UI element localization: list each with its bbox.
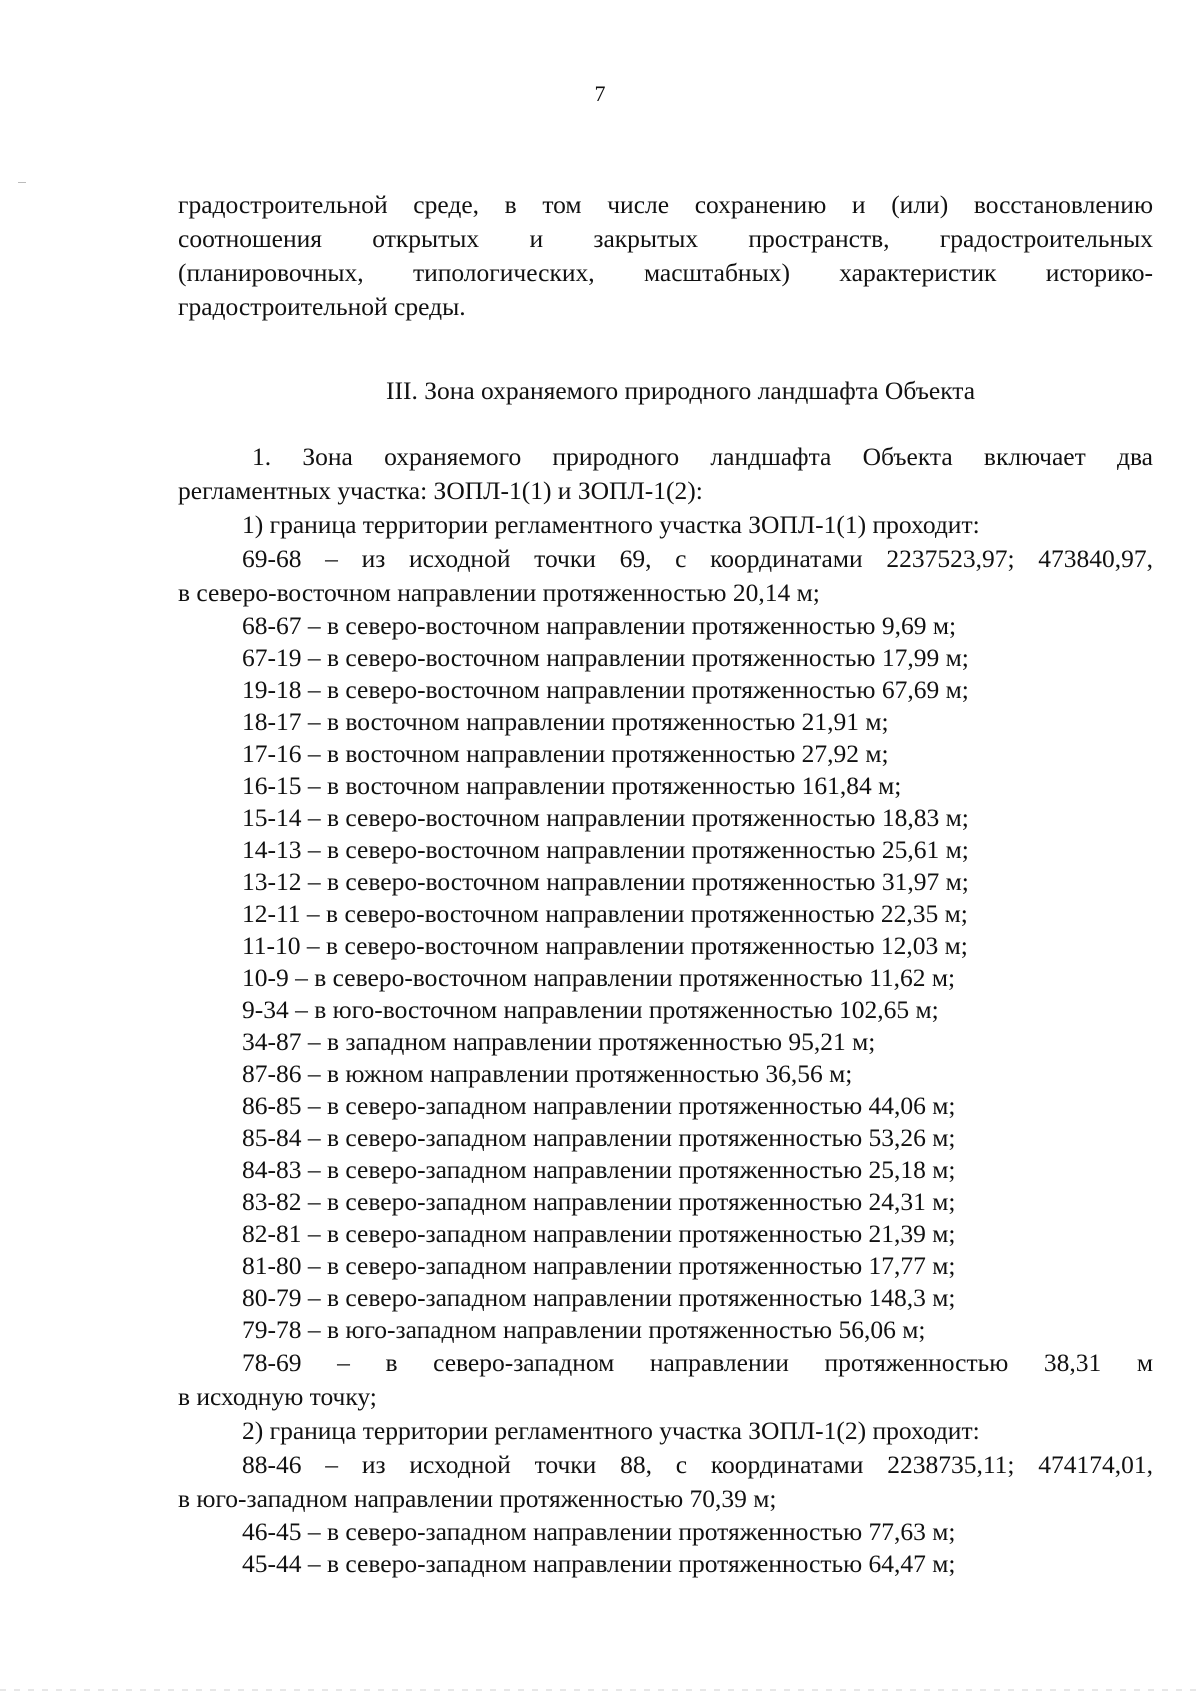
intro-line: градостроительной среды. bbox=[178, 292, 466, 321]
part-1-title: 1) граница территории регламентного участка ЗОПЛ-1(1) проходит: bbox=[242, 510, 980, 539]
part-1-segment-list bbox=[178, 610, 1153, 1346]
segment-item: 67-19 – в северо-восточном направлении протяженностью 17,99 м; bbox=[242, 643, 969, 672]
part-1-first-segment-line-1: 69-68 – из исходной точки 69, с координатами 2237523,97; 473840,97, bbox=[242, 544, 1153, 573]
part-1-last-segment-line-2: в исходную точку; bbox=[178, 1382, 377, 1411]
segment-item: 68-67 – в северо-восточном направлении протяженностью 9,69 м; bbox=[242, 611, 957, 640]
segment-item: 9-34 – в юго-восточном направлении протяженностью 102,65 м; bbox=[242, 995, 939, 1024]
segment-item: 10-9 – в северо-восточном направлении протяженностью 11,62 м; bbox=[242, 963, 956, 992]
page-content bbox=[178, 188, 1153, 1580]
segment-item: 79-78 – в юго-западном направлении протяженностью 56,06 м; bbox=[242, 1315, 926, 1344]
section-heading: III. Зона охраняемого природного ландшафта Объекта bbox=[385, 376, 976, 405]
segment-item: 34-87 – в западном направлении протяженностью 95,21 м; bbox=[242, 1027, 876, 1056]
segment-item: 84-83 – в северо-западном направлении протяженностью 25,18 м; bbox=[242, 1155, 956, 1184]
part-1-last-segment-line-1: 78-69 – в северо-западном направлении протяженностью 38,31 м bbox=[242, 1348, 1153, 1377]
segment-item: 46-45 – в северо-западном направлении протяженностью 77,63 м; bbox=[242, 1517, 956, 1546]
part-1-first-segment-line-2: в северо-восточном направлении протяженностью 20,14 м; bbox=[178, 578, 820, 607]
intro-line: градостроительной среде, в том числе сохранению и (или) восстановлению bbox=[178, 190, 1153, 219]
segment-item: 80-79 – в северо-западном направлении протяженностью 148,3 м; bbox=[242, 1283, 956, 1312]
intro-line: (планировочных, типологических, масштабных) характеристик историко- bbox=[178, 258, 1153, 287]
intro-paragraph bbox=[178, 188, 1153, 324]
segment-item: 13-12 – в северо-восточном направлении протяженностью 31,97 м; bbox=[242, 867, 969, 896]
scan-edge-artifact bbox=[0, 1689, 1200, 1691]
segment-item: 83-82 – в северо-западном направлении протяженностью 24,31 м; bbox=[242, 1187, 956, 1216]
scan-margin-mark bbox=[18, 182, 26, 183]
page-number: 7 bbox=[594, 81, 606, 106]
segment-item: 85-84 – в северо-западном направлении протяженностью 53,26 м; bbox=[242, 1123, 956, 1152]
part-2-segment-list bbox=[178, 1516, 1153, 1580]
clause-1-line-1: 1. Зона охраняемого природного ландшафта Объекта включает два bbox=[252, 442, 1153, 471]
part-2-title: 2) граница территории регламентного участка ЗОПЛ-1(2) проходит: bbox=[242, 1416, 980, 1445]
segment-item: 19-18 – в северо-восточном направлении протяженностью 67,69 м; bbox=[242, 675, 969, 704]
segment-item: 17-16 – в восточном направлении протяженностью 27,92 м; bbox=[242, 739, 889, 768]
clause-1-line-2: регламентных участка: ЗОПЛ-1(1) и ЗОПЛ-1(2): bbox=[178, 476, 703, 505]
segment-item: 86-85 – в северо-западном направлении протяженностью 44,06 м; bbox=[242, 1091, 956, 1120]
segment-item: 81-80 – в северо-западном направлении протяженностью 17,77 м; bbox=[242, 1251, 956, 1280]
segment-item: 16-15 – в восточном направлении протяженностью 161,84 м; bbox=[242, 771, 902, 800]
segment-item: 15-14 – в северо-восточном направлении протяженностью 18,83 м; bbox=[242, 803, 969, 832]
segment-item: 45-44 – в северо-западном направлении протяженностью 64,47 м; bbox=[242, 1549, 956, 1578]
part-2-first-segment-line-1: 88-46 – из исходной точки 88, с координатами 2238735,11; 474174,01, bbox=[242, 1450, 1153, 1479]
part-2-first-segment-line-2: в юго-западном направлении протяженностью 70,39 м; bbox=[178, 1484, 777, 1513]
segment-item: 18-17 – в восточном направлении протяженностью 21,91 м; bbox=[242, 707, 889, 736]
segment-item: 14-13 – в северо-восточном направлении протяженностью 25,61 м; bbox=[242, 835, 969, 864]
segment-item: 82-81 – в северо-западном направлении протяженностью 21,39 м; bbox=[242, 1219, 956, 1248]
segment-item: 12-11 – в северо-восточном направлении протяженностью 22,35 м; bbox=[242, 899, 968, 928]
intro-line: соотношения открытых и закрытых пространств, градостроительных bbox=[178, 224, 1153, 253]
segment-item: 87-86 – в южном направлении протяженностью 36,56 м; bbox=[242, 1059, 853, 1088]
segment-item: 11-10 – в северо-восточном направлении протяженностью 12,03 м; bbox=[242, 931, 968, 960]
